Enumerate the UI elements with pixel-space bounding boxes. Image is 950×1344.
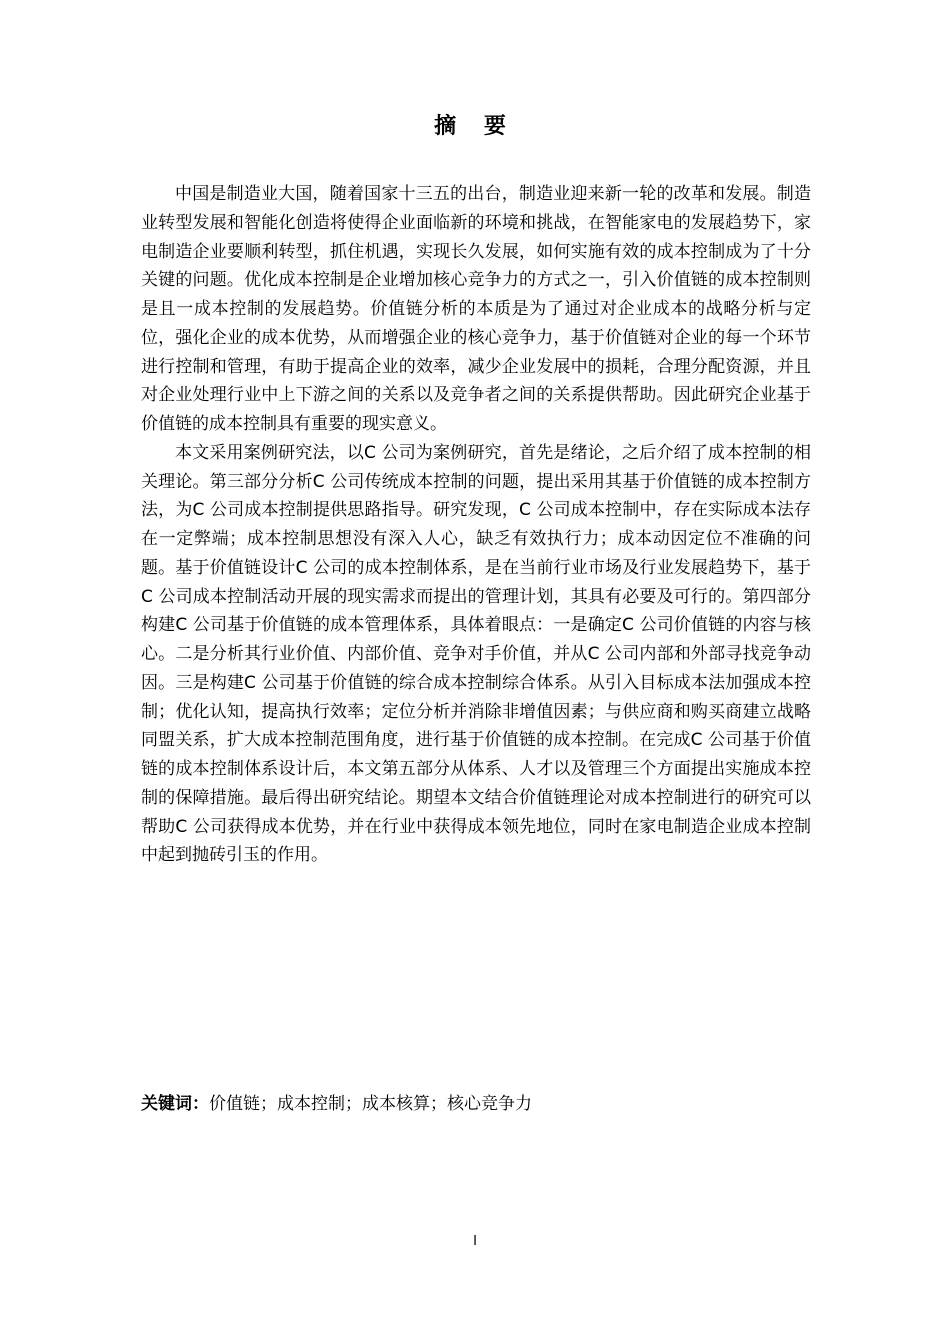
keywords-line: [141, 1090, 811, 1118]
abstract-paragraph-2: 本文采用案例研究法，以C 公司为案例研究，首先是绪论，之后介绍了成本控制的相关理论。第三部分分析C 公司传统成本控制的问题，提出采用其基于价值链的成本控制方法，为C 公司成本控制提供思路指导。研究发现，C 公司成本控制中，存在实际成本法存在一定弊端；成本控制思想没有深入人心，缺乏有效执行力；成本动因定位不准确的问题。基于价值链设计C 公司的成本控制体系，是在当前行业市场及行业发展趋势下，基于C 公司成本控制活动开展的现实需求而提出的管理计划，其具有必要及可行的。第四部分构建C 公司基于价值链的成本管理体系，具体着眼点：一是确定C 公司价值链的内容与核心。二是分析其行业价值、内部价值、竞争对手价值，并从C 公司内部和外部寻找竞争动因。三是构建C 公司基于价值链的综合成本控制综合体系。从引入目标成本法加强成本控制；优化认知，提高执行效率；定位分析并消除非增值因素；与供应商和购买商建立战略同盟关系，扩大成本控制范围角度，进行基于价值链的成本控制。在完成C 公司基于价值链的成本控制体系设计后，本文第五部分从体系、人才以及管理三个方面提出实施成本控制的保障措施。最后得出研究结论。期望本文结合价值链理论对成本控制进行的研究可以帮助C 公司获得成本优势，并在行业中获得成本领先地位，同时在家电制造企业成本控制中起到抛砖引玉的作用。: [141, 442, 811, 866]
abstract-body: [141, 180, 811, 870]
keywords-label: 关键词：: [141, 1094, 209, 1114]
keywords-list: 价值链；成本控制；成本核算；核心竞争力: [209, 1094, 532, 1114]
abstract-paragraph-1: 中国是制造业大国，随着国家十三五的出台，制造业迎来新一轮的改革和发展。制造业转型发展和智能化创造将使得企业面临新的环境和挑战，在智能家电的发展趋势下，家电制造企业要顺利转型，抓住机遇，实现长久发展，如何实施有效的成本控制成为了十分关键的问题。优化成本控制是企业增加核心竞争力的方式之一，引入价值链的成本控制则是且一成本控制的发展趋势。价值链分析的本质是为了通过对企业成本的战略分析与定位，强化企业的成本优势，从而增强企业的核心竞争力，基于价值链对企业的每一个环节进行控制和管理，有助于提高企业的效率，减少企业发展中的损耗，合理分配资源，并且对企业处理行业中上下游之间的关系以及竞争者之间的关系提供帮助。因此研究企业基于价值链的成本控制具有重要的现实意义。: [141, 184, 811, 434]
page-number: I: [473, 1234, 477, 1249]
abstract-title: 摘 要: [434, 114, 516, 139]
